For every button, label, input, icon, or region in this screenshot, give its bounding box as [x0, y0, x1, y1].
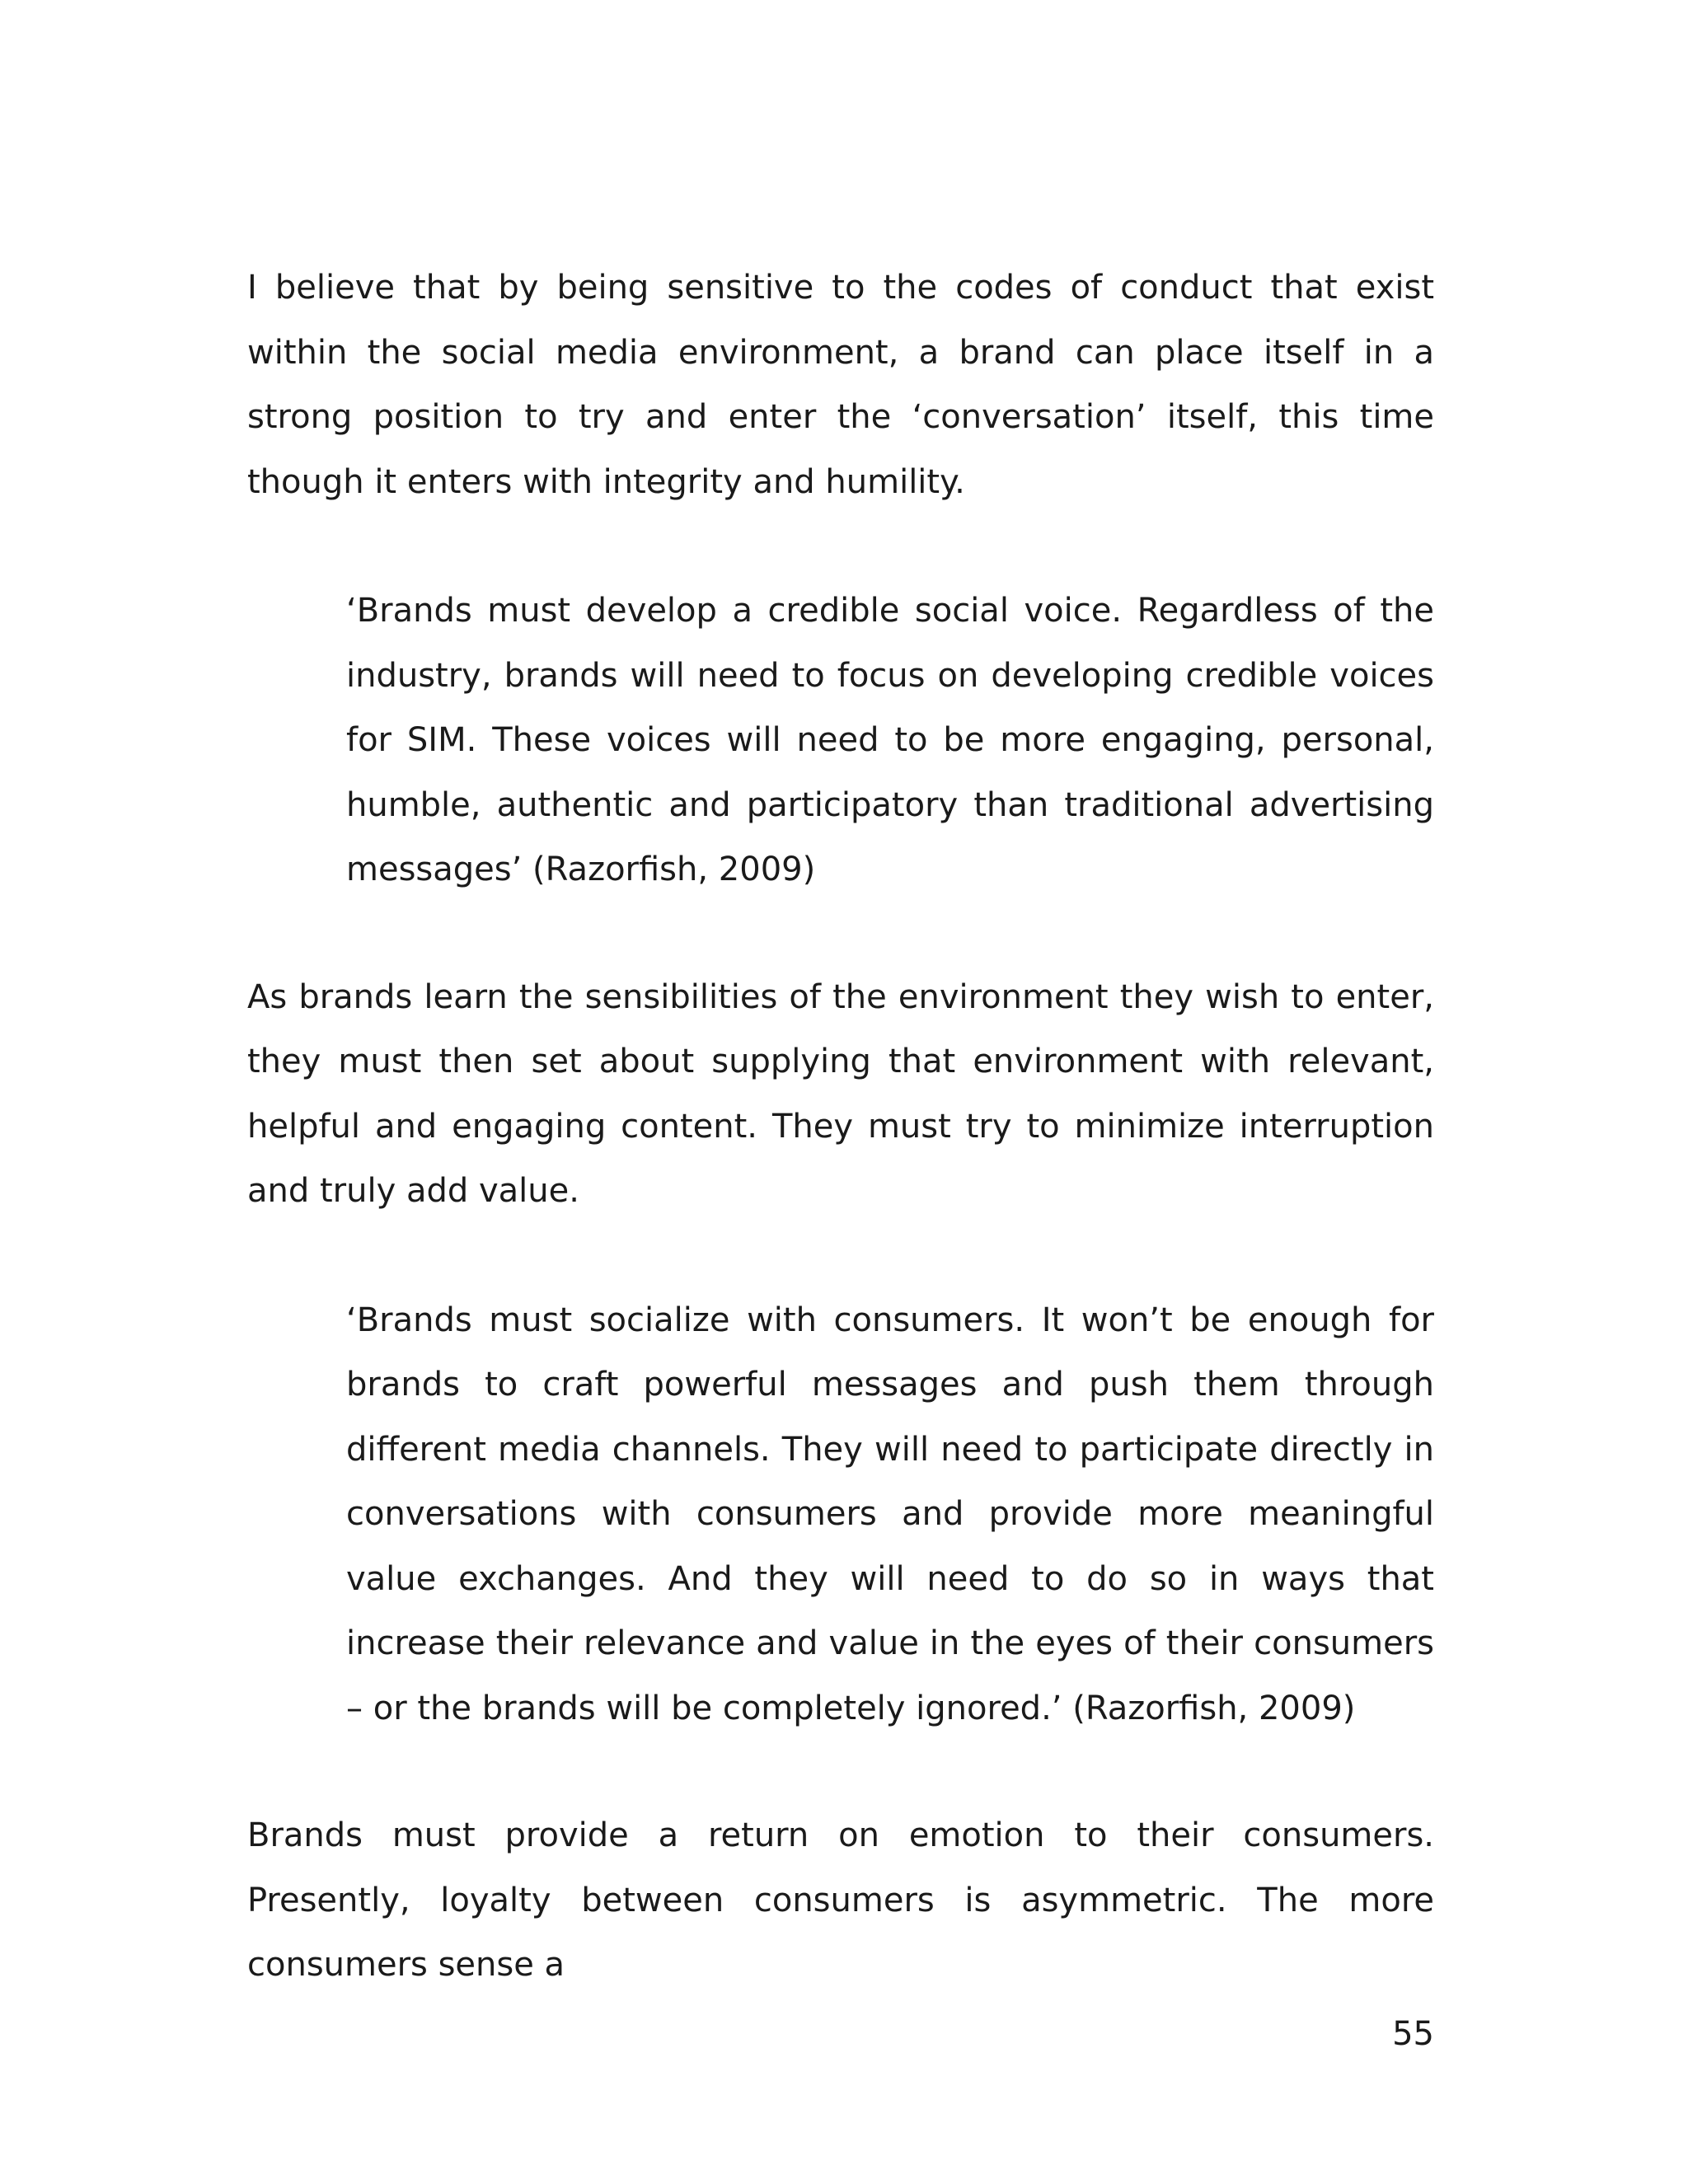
body-paragraph-3: Brands must provide a return on emotion to their consumers. Presently, loyalty between consumers is asymmetric. The more consumers sense a: [247, 1816, 1434, 1984]
body-paragraph-1: I believe that by being sensitive to the codes of conduct that exist within the social media environment, a brand can place itself in a strong position to try and enter the ‘conversation’ itself, this time though it enters with integrity and humility.: [247, 269, 1434, 501]
block-quote-1: ‘Brands must develop a credible social voice. Regardless of the industry, brands will need to focus on developing credible voices for SIM. These voices will need to be more engaging, personal, humble, authentic and participatory than traditional advertising messages’ (Razorfish, 2009): [346, 592, 1434, 888]
body-paragraph-2: As brands learn the sensibilities of the environment they wish to enter, they must then set about supplying that environment with relevant, helpful and engaging content. They must try to minimize interruption and truly add value.: [247, 977, 1434, 1210]
page-number: 55: [1392, 2015, 1434, 2053]
block-quote-2: ‘Brands must socialize with consumers. It won’t be enough for brands to craft powerful messages and push them through different media channels. They will need to participate directly in conversations with consumers and provide more meaningful value exchanges. And they will need to do so in ways that increase their relevance and value in the eyes of their consumers – or the brands will be completely ignored.’ (Razorfish, 2009): [346, 1301, 1434, 1727]
page-content: [247, 255, 1434, 1998]
